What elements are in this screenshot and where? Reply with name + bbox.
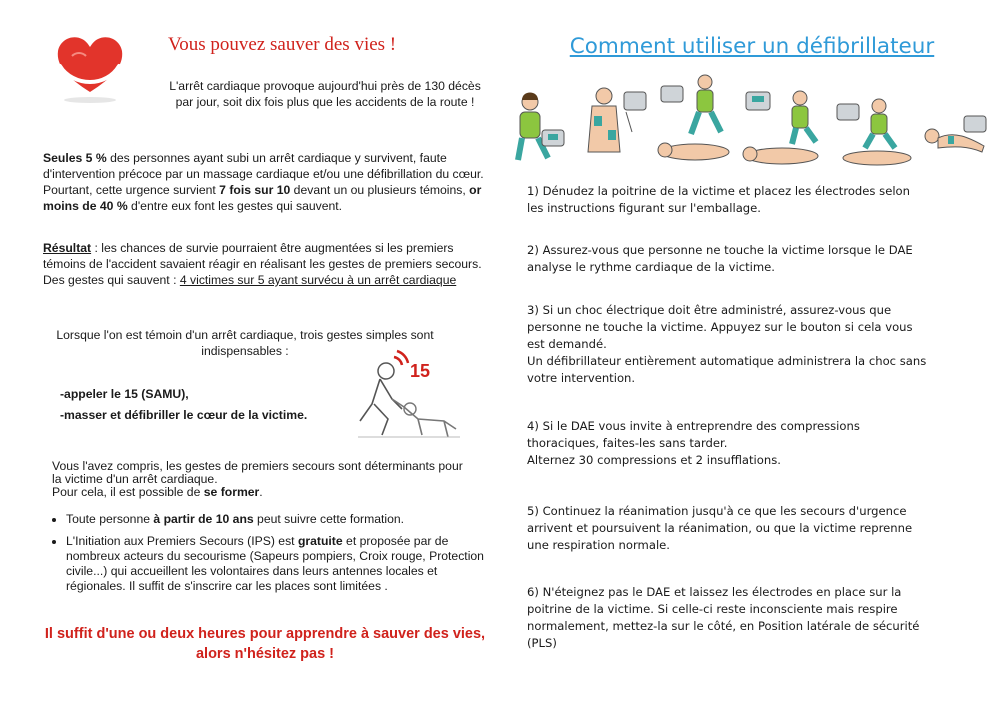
step-1 bbox=[527, 183, 927, 217]
step-4-text: 4) Si le DAE vous invite à entreprendre des compressions thoraciques, faites-les sans tarder. bbox=[527, 419, 860, 450]
right-column bbox=[500, 0, 1000, 707]
rescuer-with-aed-icon bbox=[508, 72, 570, 172]
step-5-text: 5) Continuez la réanimation jusqu'à ce que les secours d'urgence arrivent et poursuivent la réanimation, ou que la victime reprenne une respiration normale. bbox=[527, 504, 913, 552]
training-text: Vous l'avez compris, les gestes de premiers secours sont déterminants pour la victime d'un arrêt cardiaque. bbox=[52, 459, 463, 486]
bullet-text: L'Initiation aux Premiers Secours (IPS) est bbox=[66, 534, 298, 548]
step-4 bbox=[527, 418, 927, 469]
training-strong: se former bbox=[203, 485, 260, 499]
step-2-text: 2) Assurez-vous que personne ne touche la victime lorsque le DAE analyse le rythme cardiaque de la victime. bbox=[527, 243, 913, 274]
aed-analysis-icon bbox=[655, 72, 737, 172]
step-6-text: 6) N'éteignez pas le DAE et laissez les électrodes en place sur la poitrine de la victime. Si celle-ci reste inconsciente mais respire normalement, mettez-la sur le côté, en Position latérale de sécurité (PLS) bbox=[527, 585, 920, 650]
bullet-strong: gratuite bbox=[297, 534, 343, 548]
heart-hands-icon bbox=[50, 26, 130, 106]
step-1-text: 1) Dénudez la poitrine de la victime et placez les électrodes selon les instructions figurant sur l'emballage. bbox=[527, 184, 910, 215]
stat-action: or moins de 40 % bbox=[43, 183, 482, 213]
step-6 bbox=[527, 584, 927, 652]
page-title: Vous pouvez sauver des vies ! bbox=[168, 34, 397, 55]
no-touch-victim-icon bbox=[740, 72, 830, 172]
recovery-position-icon bbox=[918, 72, 994, 172]
training-text-3: . bbox=[259, 485, 263, 499]
bullet-text-2: et proposée par de nombreux acteurs du secourisme (Sapeurs pompiers, Croix rouge, Protection civile...) qui accueillent les volontaires dans leurs antennes locales et régionales. Il suffit de s'inscrire car les places sont limitées . bbox=[66, 534, 484, 593]
step-4-text-2: Alternez 30 compressions et 2 insufflations. bbox=[527, 453, 781, 467]
witness-text: Pourtant, cette urgence survient bbox=[43, 183, 220, 197]
witness-text-3: d'entre eux font les gestes qui sauvent. bbox=[127, 199, 343, 213]
gestures-text: Des gestes qui sauvent : bbox=[43, 273, 180, 287]
step-3 bbox=[527, 302, 927, 387]
training-list bbox=[48, 512, 486, 601]
stats-paragraph bbox=[43, 150, 488, 214]
call-to-action: Il suffit d'une ou deux heures pour apprendre à sauver des vies, alors n'hésitez pas ! bbox=[44, 626, 486, 662]
survivors-link[interactable]: 4 victimes sur 5 ayant survécu à un arrêt cardiaque bbox=[179, 273, 457, 287]
gesture-cpr: -masser et défibriller le cœur de la victime. bbox=[60, 408, 308, 422]
gesture-call: -appeler le 15 (SAMU), bbox=[60, 387, 189, 401]
result-paragraph bbox=[43, 240, 488, 288]
victim-electrodes-icon bbox=[576, 72, 652, 172]
list-item bbox=[66, 512, 486, 527]
witness-text-2: devant un ou plusieurs témoins, bbox=[290, 183, 470, 197]
samu-number: 15 bbox=[410, 361, 431, 381]
result-label: Résultat bbox=[43, 241, 92, 255]
step-3-text: 3) Si un choc électrique doit être administré, assurez-vous que personne ne touche la victime. Appuyez sur le bouton si cela vous est demandé. bbox=[527, 303, 913, 351]
compressions-icon bbox=[833, 72, 915, 172]
stat-survival: Seules 5 % bbox=[43, 151, 107, 165]
witness-instructions: Lorsque l'on est témoin d'un arrêt cardiaque, trois gestes simples sont indispensables : bbox=[56, 328, 434, 358]
training-text-2: Pour cela, il est possible de bbox=[52, 485, 204, 499]
training-paragraph bbox=[52, 460, 472, 499]
bullet-text-2: peut suivre cette formation. bbox=[253, 512, 405, 526]
intro-text: L'arrêt cardiaque provoque aujourd'hui près de 130 décès par jour, soit dix fois plus que les accidents de la route ! bbox=[169, 79, 481, 109]
stat-witness: 7 fois sur 10 bbox=[219, 183, 291, 197]
cpr-call-illustration bbox=[352, 349, 462, 445]
bullet-strong: à partir de 10 ans bbox=[153, 512, 254, 526]
stats-text: des personnes ayant subi un arrêt cardiaque y survivent, faute d'intervention précoce par un massage cardiaque et/ou une défibrillation du cœur. bbox=[43, 151, 484, 181]
step-2 bbox=[527, 242, 927, 276]
list-item bbox=[66, 534, 486, 594]
result-text: : les chances de survie pourraient être augmentées si les premiers témoins de l'accident savaient réagir en réalisant les gestes de premiers secours. bbox=[43, 241, 482, 271]
step-3-text-2: Un défibrillateur entièrement automatique administrera la choc sans votre intervention. bbox=[527, 354, 927, 385]
defibrillator-title: Comment utiliser un défibrillateur bbox=[569, 34, 935, 59]
bullet-text: Toute personne bbox=[66, 512, 154, 526]
step-5 bbox=[527, 503, 927, 554]
